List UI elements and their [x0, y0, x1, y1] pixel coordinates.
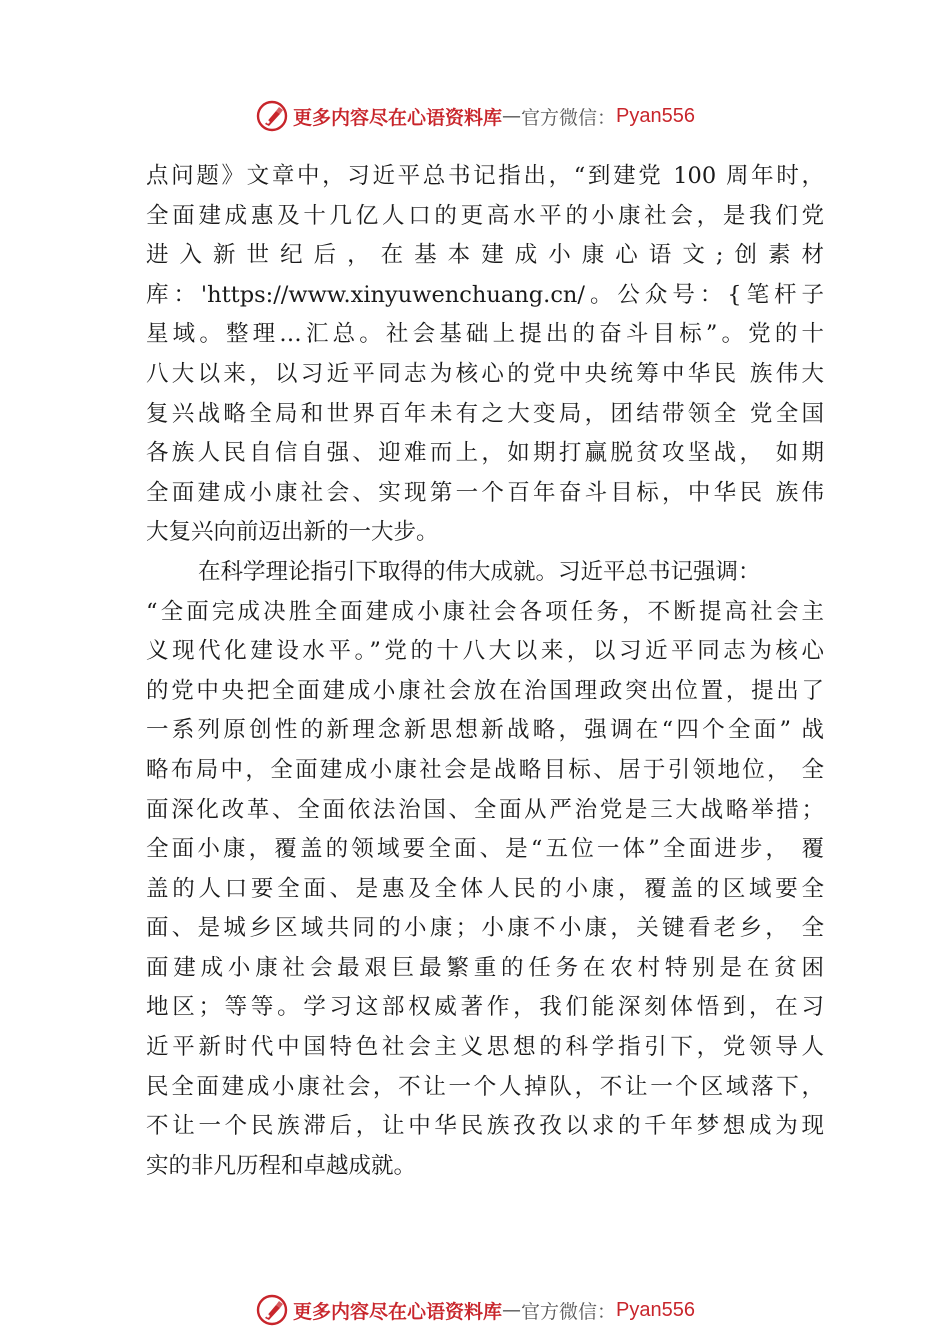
- body-line: 全面建成惠及十几亿人口的更高水平的小康社会，是我们党: [146, 202, 824, 229]
- body-line: 全面小康，覆盖的领域要全面、是“五位一体”全面进步， 覆: [146, 836, 824, 863]
- body-line: 大复兴向前迈出新的一大步。: [146, 519, 439, 546]
- body-line: 面、是城乡区域共同的小康；小康不小康，关键看老乡， 全: [146, 915, 824, 942]
- paragraph-start-line: 在科学理论指引下取得的伟大成就。习近平总书记强调：: [198, 558, 761, 585]
- banner-separator: —: [502, 105, 522, 127]
- brand-text: 更多内容尽在心语资料库: [293, 106, 503, 129]
- body-line: 星域。整理…汇总。社会基础上提出的奋斗目标”。党的十: [146, 321, 824, 348]
- body-line: 面深化改革、全面依法治国、全面从严治党是三大战略举措；: [146, 796, 824, 823]
- body-line: 复兴战略全局和世界百年未有之大变局，团结带领全 党全国: [146, 400, 824, 427]
- body-line: 各族人民自信自强、迎难而上，如期打赢脱贫攻坚战， 如期: [146, 440, 824, 467]
- body-line: 八大以来，以习近平同志为核心的党中央统筹中华民 族伟大: [146, 360, 824, 387]
- body-line: 略布局中，全面建成小康社会是战略目标、居于引领地位， 全: [146, 756, 824, 783]
- body-line: 点问题》文章中，习近平总书记指出，“到建党 100 周年时，: [146, 163, 824, 189]
- body-line: 不让一个民族滞后，让中华民族孜孜以求的千年梦想成为现: [146, 1113, 824, 1140]
- wechat-id: Pyan556: [616, 1298, 695, 1321]
- body-line: 义现代化建设水平。”党的十八大以来，以习近平同志为核心: [146, 638, 824, 665]
- body-line: 全面建成小康社会、实现第一个百年奋斗目标，中华民 族伟: [146, 479, 824, 506]
- body-line: 地区；等等。学习这部权威著作，我们能深刻体悟到，在习: [146, 994, 824, 1021]
- banner-separator: —: [502, 1299, 522, 1321]
- body-line: 盖的人口要全面、是惠及全体人民的小康，覆盖的区域要全: [146, 875, 824, 902]
- header-banner: [0, 96, 950, 136]
- body-line: 实的非凡历程和卓越成就。: [146, 1152, 417, 1179]
- wechat-label: 官方微信：: [521, 106, 617, 129]
- body-line: 进入新世纪后，在基本建成小康心语文;创素材: [146, 242, 824, 269]
- body-line: 民全面建成小康社会，不让一个人掉队，不让一个区域落下，: [146, 1073, 824, 1100]
- document-body: [146, 157, 824, 1186]
- body-line: 近平新时代中国特色社会主义思想的科学指引下，党领导人: [146, 1034, 824, 1061]
- pen-nib-logo-icon: [255, 99, 289, 133]
- wechat-id: Pyan556: [616, 104, 695, 127]
- body-line: 库：'https://www.xinyuwenchuang.cn/。公众号：{笔杆子: [146, 281, 824, 308]
- footer-banner: [0, 1290, 950, 1330]
- body-line: “全面完成决胜全面建成小康社会各项任务，不断提高社会主: [146, 598, 824, 625]
- body-line: 的党中央把全面建成小康社会放在治国理政突出位置，提出了: [146, 677, 824, 704]
- wechat-label: 官方微信：: [521, 1300, 617, 1323]
- body-line: 面建成小康社会最艰巨最繁重的任务在农村特别是在贫困: [146, 954, 824, 981]
- pen-nib-logo-icon: [255, 1293, 289, 1327]
- body-line: 一系列原创性的新理念新思想新战略，强调在“四个全面” 战: [146, 717, 824, 744]
- brand-text: 更多内容尽在心语资料库: [293, 1300, 503, 1323]
